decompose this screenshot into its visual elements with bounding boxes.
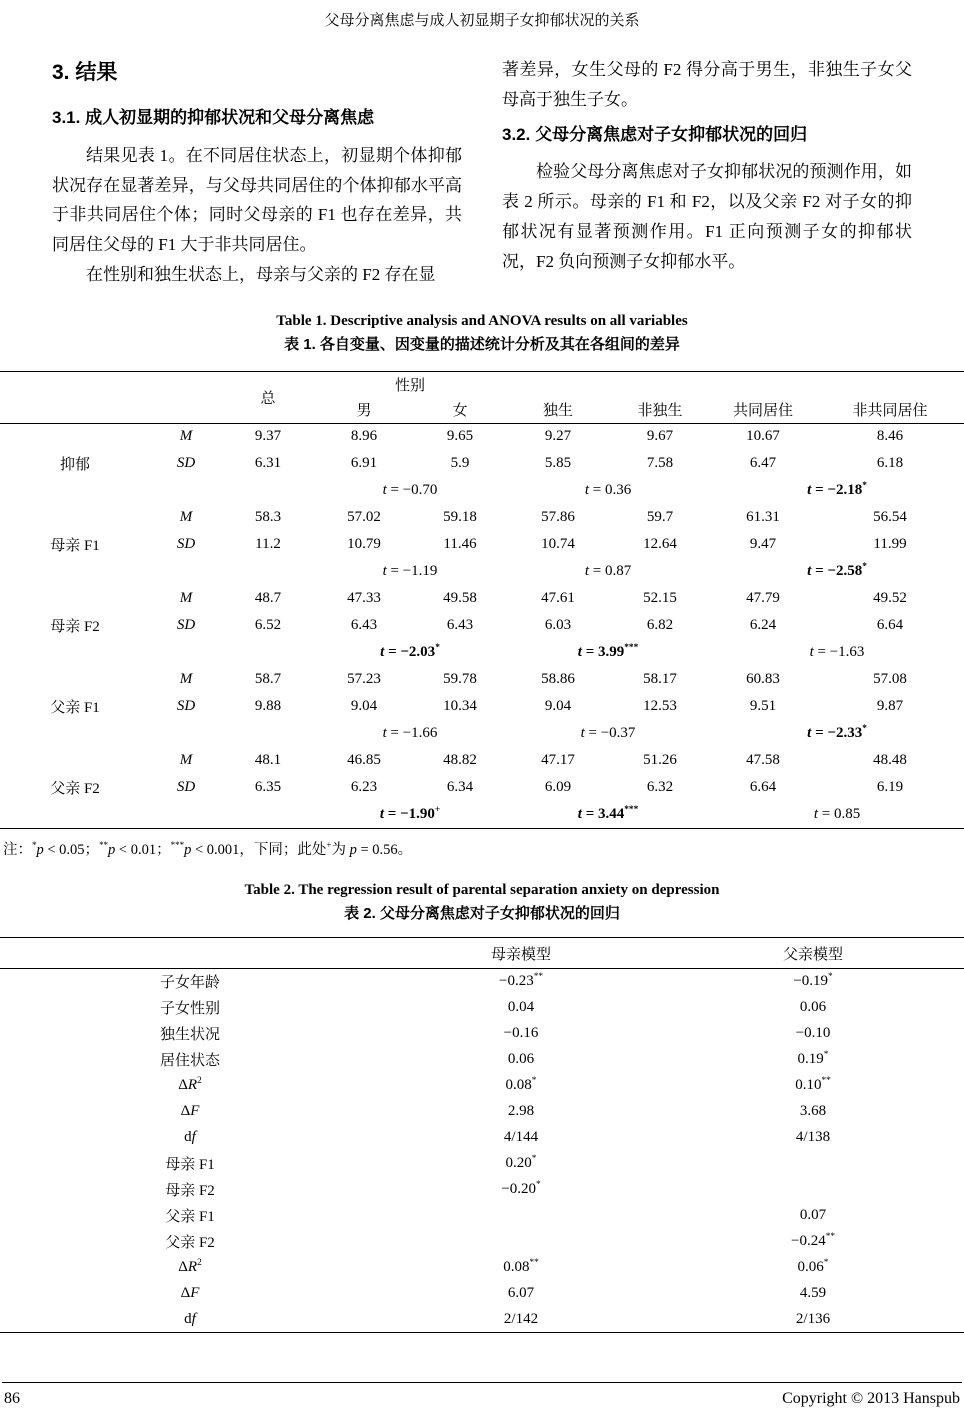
significance-mark: *: [435, 643, 440, 654]
mean-value: 8.96: [314, 423, 414, 450]
t-symbol: t: [577, 644, 582, 661]
paragraph-regression: 检验父母分离焦虑对子女抑郁状况的预测作用，如表 2 所示。母亲的 F1 和 F2，以及父亲 F2 对子女的抑郁状况有显著预测作用。F1 正向预测子女的抑郁状况，F2 负向预测子女抑郁水平。: [502, 162, 912, 272]
label-part: 独生状况: [159, 1027, 220, 1044]
column-header-non-only-child: 非独生: [637, 402, 683, 419]
mean-value: 58.3: [254, 509, 282, 526]
predictor-label: [0, 1229, 380, 1255]
t-statistic: t = −2.03*: [380, 643, 440, 661]
page-number: 86: [4, 1390, 20, 1407]
sd-value: 9.04: [544, 698, 572, 715]
mean-value: 58.17: [643, 671, 677, 688]
significance-mark: *: [862, 562, 867, 573]
t-statistic: t = 3.44***: [577, 804, 639, 822]
t-symbol: t: [584, 482, 589, 499]
table2-caption-zh: 表 2. 父母分离焦虑对子女抑郁状况的回归: [344, 904, 620, 922]
significance-mark: +: [434, 804, 441, 815]
body-text: [0, 30, 964, 290]
mean-value: 59.7: [646, 509, 674, 526]
stat-label-mean: M: [179, 752, 193, 769]
label-part: Δ: [180, 1285, 191, 1302]
significance-mark: *: [531, 1154, 537, 1165]
t-statistic: t = −2.18*: [807, 481, 867, 499]
empty-cell: [150, 558, 222, 585]
mean-value: 10.67: [710, 423, 816, 450]
mean-value: 58.7: [254, 671, 282, 688]
mother-model-value: 0.06: [507, 1051, 535, 1068]
table2-header: [0, 938, 964, 969]
sd-value: 10.74: [541, 536, 575, 553]
mean-value: 57.02: [347, 509, 381, 526]
father-model-value: 4.59: [799, 1285, 827, 1302]
label-part: 母亲 F2: [165, 1183, 215, 1200]
predictor-label: [0, 1125, 380, 1151]
sd-value: 6.03: [544, 617, 572, 634]
father-model-value: −0.10: [795, 1025, 831, 1042]
stat-label-sd: SD: [176, 698, 196, 715]
label-part: R: [187, 1259, 198, 1276]
sd-value: 6.47: [749, 455, 777, 472]
mean-value: 61.31: [746, 509, 780, 526]
sd-value: 11.46: [443, 536, 477, 553]
table1-descriptive-anova: [0, 371, 964, 829]
label-part: 父亲 F1: [165, 1209, 215, 1226]
stat-label-sd: SD: [176, 455, 196, 472]
t-statistic: t = −2.33*: [807, 724, 867, 742]
label-part: F: [190, 1285, 200, 1302]
mean-value: 48.82: [443, 752, 477, 769]
t-statistic: t = −0.70: [382, 482, 438, 499]
significance-mark: **: [821, 1076, 831, 1087]
mother-model-value: [380, 1203, 662, 1229]
empty-cell: [150, 477, 222, 504]
sd-value: 6.43: [350, 617, 378, 634]
column-header-only-child: 独生: [543, 402, 574, 419]
predictor-label: [0, 1177, 380, 1203]
table1-row-mean: [0, 423, 964, 450]
sd-value: 11.99: [873, 536, 907, 553]
father-model-value: −0.24**: [790, 1232, 835, 1250]
stat-label-mean: M: [179, 671, 193, 688]
mean-value: 9.37: [222, 423, 314, 450]
mean-value: 57.08: [873, 671, 907, 688]
mother-model-value: 0.08*: [505, 1076, 537, 1094]
t-statistic: t = −1.90+: [379, 804, 441, 822]
stat-label-mean: M: [179, 590, 193, 607]
empty-cell: [222, 720, 314, 747]
father-model-value: 0.06: [799, 999, 827, 1016]
father-model-value: −0.19*: [662, 969, 964, 995]
stat-label-mean: M: [150, 423, 222, 450]
label-part: 2: [197, 1076, 202, 1087]
predictor-label: [0, 1073, 380, 1099]
empty-cell: [150, 720, 222, 747]
predictor-label: [0, 1099, 380, 1125]
significance-mark: ***: [624, 643, 639, 654]
table1-row-mean: [0, 504, 964, 531]
sd-value: 7.58: [646, 455, 674, 472]
empty-cell: [222, 558, 314, 585]
significance-mark: *: [862, 724, 867, 735]
label-part: f: [191, 1310, 196, 1327]
t-statistic: t = −0.37: [580, 725, 636, 742]
label-part: 居住状态: [159, 1053, 220, 1070]
running-head: 父母分离焦虑与成人初显期子女抑郁状况的关系: [324, 13, 640, 29]
note-text: 注：: [3, 841, 32, 858]
t-symbol: t: [807, 482, 812, 499]
mean-value: 47.33: [347, 590, 381, 607]
copyright: Copyright © 2013 Hanspub: [782, 1390, 960, 1407]
significance-mark: **: [99, 839, 109, 850]
section-3-2-heading: 3.2. 父母分离焦虑对子女抑郁状况的回归: [502, 124, 808, 144]
sd-value: 9.87: [876, 698, 904, 715]
note-text: < 0.01；: [115, 841, 171, 858]
table2-header-row: [0, 938, 964, 969]
note-text: < 0.05；: [43, 841, 100, 858]
paragraph-results-2: 在性别和独生状态上，母亲与父亲的 F2 存在显: [86, 265, 436, 285]
table2-row: [0, 969, 964, 995]
column-header-gender: 性别: [395, 378, 426, 395]
sd-value: 6.52: [254, 617, 282, 634]
mean-value: 51.26: [643, 752, 677, 769]
significance-mark: ***: [170, 839, 185, 850]
label-part: Δ: [178, 1077, 188, 1094]
label-part: F: [190, 1103, 200, 1120]
sd-value: 6.24: [749, 617, 777, 634]
paragraph-results-2-continued: 著差异，女生父母的 F2 得分高于男生，非独生子女父母高于独生子女。: [502, 60, 912, 109]
variable-label: 抑郁: [0, 423, 150, 504]
page-footer: [2, 1382, 962, 1408]
label-part: R: [187, 1077, 198, 1094]
sd-value: 6.18: [876, 455, 904, 472]
mean-value: 57.23: [347, 671, 381, 688]
mean-value: 57.86: [541, 509, 575, 526]
table2-row: [0, 1255, 964, 1281]
sd-value: 6.91: [350, 455, 378, 472]
t-statistic: t = 0.87: [584, 563, 632, 580]
sd-value: 10.79: [347, 536, 381, 553]
significance-mark: **: [533, 972, 543, 983]
sd-value: 9.88: [254, 698, 282, 715]
note-text: p: [108, 841, 116, 858]
table1-row-mean: [0, 666, 964, 693]
left-column: [52, 55, 462, 290]
mother-model-value: −0.23**: [380, 969, 662, 995]
table2-row: [0, 1281, 964, 1307]
label-part: 子女年龄: [159, 975, 220, 992]
significance-mark: *: [536, 1180, 541, 1191]
table1-header: [0, 371, 964, 423]
sd-value: 12.53: [643, 698, 677, 715]
mean-value: 58.86: [541, 671, 575, 688]
header-spacer: [0, 371, 150, 423]
t-statistic: t = −1.66: [382, 725, 438, 742]
sd-value: 6.35: [254, 779, 282, 796]
table2-row: [0, 1177, 964, 1203]
mean-value: 47.79: [746, 590, 780, 607]
sd-value: 6.34: [446, 779, 474, 796]
table2-caption: [0, 879, 964, 926]
mother-model-value: 0.20*: [505, 1154, 537, 1172]
table2-row: [0, 1307, 964, 1333]
header-spacer: [150, 371, 222, 423]
mean-value: 49.52: [873, 590, 907, 607]
empty-cell: [150, 639, 222, 666]
mean-value: 49.58: [443, 590, 477, 607]
note-text: p: [36, 841, 44, 858]
stat-label-sd: SD: [176, 779, 196, 796]
t-statistic: t = −1.63: [809, 644, 865, 661]
sd-value: 6.19: [876, 779, 904, 796]
mean-value: 46.85: [347, 752, 381, 769]
header-spacer: [0, 938, 380, 969]
section-3-1-heading: 3.1. 成人初显期的抑郁状况和父母分离焦虑: [52, 107, 375, 127]
t-symbol: t: [379, 805, 384, 822]
mean-value: 48.1: [254, 752, 282, 769]
empty-cell: [222, 801, 314, 828]
mother-model-value: 2.98: [507, 1103, 535, 1120]
mother-model-value: [380, 1229, 662, 1255]
father-model-value: 0.10**: [795, 1076, 831, 1094]
predictor-label: [0, 995, 380, 1021]
t-symbol: t: [580, 725, 585, 742]
significance-mark: *: [32, 839, 37, 850]
table2-row: [0, 1073, 964, 1099]
father-model-value: 0.07: [799, 1207, 827, 1224]
mean-value: 59.18: [443, 509, 477, 526]
column-header-non-cohabiting: 非共同居住: [852, 402, 928, 419]
t-symbol: t: [382, 725, 387, 742]
variable-label: 父亲 F2: [50, 780, 100, 797]
column-header-male: 男: [356, 402, 372, 419]
mean-value: 52.15: [643, 590, 677, 607]
label-part: 母亲 F1: [165, 1157, 215, 1174]
father-model-value: 0.06*: [797, 1258, 829, 1276]
predictor-label: [0, 1203, 380, 1229]
label-part: d: [184, 1310, 192, 1327]
column-header-father-model: 父亲模型: [782, 946, 843, 963]
mean-value: 48.48: [873, 752, 907, 769]
predictor-label: [0, 1281, 380, 1307]
note-text: p: [184, 841, 192, 858]
significance-mark: **: [825, 1232, 835, 1243]
significance-mark: *: [531, 1076, 537, 1087]
significance-mark: *: [823, 1050, 829, 1061]
mean-value: 56.54: [873, 509, 907, 526]
mean-value: 59.78: [443, 671, 477, 688]
father-model-value: [662, 1177, 964, 1203]
predictor-label: [0, 1047, 380, 1073]
note-text: p: [349, 841, 357, 858]
father-model-value: [662, 1151, 964, 1177]
label-part: 2: [197, 1258, 202, 1269]
note-text: < 0.001，下同；此处: [191, 841, 327, 858]
table2-row: [0, 1047, 964, 1073]
t-symbol: t: [813, 805, 818, 822]
stat-label-mean: M: [179, 509, 193, 526]
mean-value: 9.65: [414, 423, 506, 450]
empty-cell: [222, 639, 314, 666]
significance-mark: *: [823, 1258, 829, 1269]
table1-caption: [0, 310, 964, 357]
column-header-total: 总: [260, 390, 276, 407]
father-model-value: 0.19*: [797, 1050, 829, 1068]
stat-label-sd: SD: [176, 536, 196, 553]
table1-row-mean: [0, 747, 964, 774]
mother-model-value: 2/142: [503, 1310, 539, 1327]
table2-row: [0, 1203, 964, 1229]
t-symbol: t: [382, 482, 387, 499]
significance-mark: *: [828, 972, 833, 983]
mean-value: 48.7: [254, 590, 282, 607]
mother-model-value: 0.08**: [503, 1258, 539, 1276]
t-statistic: t = −2.58*: [807, 562, 867, 580]
table1-body: [0, 423, 964, 828]
sd-value: 9.47: [749, 536, 777, 553]
father-model-value: 4/138: [795, 1129, 831, 1146]
t-statistic: t = 3.99***: [577, 643, 639, 661]
variable-label: 母亲 F2: [50, 619, 100, 636]
label-part: Δ: [180, 1103, 191, 1120]
t-statistic: t = −1.19: [382, 563, 438, 580]
mean-value: 9.27: [506, 423, 610, 450]
predictor-label: [0, 1151, 380, 1177]
table1-row-mean: [0, 585, 964, 612]
column-header-cohabiting: 共同居住: [733, 402, 794, 419]
sd-value: 6.31: [254, 455, 282, 472]
t-symbol: t: [380, 644, 385, 661]
table1-note: [3, 838, 961, 859]
table2-row: [0, 1151, 964, 1177]
stat-label-sd: SD: [176, 617, 196, 634]
t-symbol: t: [382, 563, 387, 580]
mother-model-value: −0.20*: [501, 1180, 541, 1198]
mean-value: 47.61: [541, 590, 575, 607]
variable-label: 母亲 F1: [50, 538, 100, 555]
sd-value: 9.51: [749, 698, 777, 715]
significance-mark: **: [529, 1258, 539, 1269]
table2-regression: [0, 937, 964, 1333]
empty-cell: [222, 477, 314, 504]
label-part: 父亲 F2: [165, 1235, 215, 1252]
sd-value: 6.23: [350, 779, 378, 796]
table2-row: [0, 1099, 964, 1125]
table2-row: [0, 1125, 964, 1151]
label-part: 子女性别: [159, 1001, 220, 1018]
sd-value: 12.64: [643, 536, 677, 553]
sd-value: 6.64: [749, 779, 777, 796]
significance-mark: *: [862, 481, 867, 492]
t-statistic: t = 0.85: [813, 805, 861, 822]
predictor-label: [0, 1021, 380, 1047]
predictor-label: [0, 1307, 380, 1333]
mother-model-value: −0.16: [503, 1025, 539, 1042]
label-part: Δ: [178, 1259, 188, 1276]
column-header-mother-model: 母亲模型: [490, 946, 551, 963]
sd-value: 6.32: [646, 779, 674, 796]
t-statistic: t = 0.36: [584, 482, 632, 499]
mother-model-value: 4/144: [503, 1129, 539, 1146]
table1-caption-en: Table 1. Descriptive analysis and ANOVA results on all variables: [276, 313, 688, 330]
mean-value: 9.67: [610, 423, 710, 450]
column-header-female: 女: [452, 402, 468, 419]
paragraph-results-1: 结果见表 1。在不同居住状态上，初显期个体抑郁状况存在显著差异，与父母共同居住的个体抑郁水平高于非共同居住个体；同时父母亲的 F1 也存在差异，共同居住父母的 F1 大于非共同居住。: [52, 145, 462, 255]
right-column: [502, 55, 912, 290]
sd-value: 6.64: [876, 617, 904, 634]
mother-model-value: 0.04: [507, 999, 535, 1016]
label-part: f: [191, 1129, 196, 1146]
sd-value: 11.2: [255, 536, 281, 553]
t-symbol: t: [584, 563, 589, 580]
significance-mark: +: [326, 839, 332, 850]
empty-cell: [150, 801, 222, 828]
sd-value: 5.85: [544, 455, 572, 472]
t-symbol: t: [807, 563, 812, 580]
sd-value: 9.04: [350, 698, 378, 715]
table2-row: [0, 1021, 964, 1047]
mother-model-value: 6.07: [507, 1285, 535, 1302]
mean-value: 47.58: [746, 752, 780, 769]
table1-header-row-1: [0, 371, 964, 398]
mean-value: 8.46: [816, 423, 964, 450]
mean-value: 47.17: [541, 752, 575, 769]
note-text: = 0.56。: [356, 841, 413, 858]
mean-value: 60.83: [746, 671, 780, 688]
t-symbol: t: [577, 805, 582, 822]
sd-value: 6.82: [646, 617, 674, 634]
table2-row: [0, 995, 964, 1021]
note-text: 为: [331, 841, 350, 858]
table1-caption-zh: 表 1. 各自变量、因变量的描述统计分析及其在各组间的差异: [284, 336, 680, 354]
t-symbol: t: [809, 644, 814, 661]
significance-mark: ***: [624, 804, 639, 815]
predictor-label: [0, 1255, 380, 1281]
father-model-value: 3.68: [799, 1103, 827, 1120]
predictor-label: [0, 969, 380, 995]
t-symbol: t: [807, 725, 812, 742]
label-part: d: [184, 1129, 192, 1146]
sd-value: 6.09: [544, 779, 572, 796]
section-3-heading: 3. 结果: [52, 61, 118, 84]
table2-body: [0, 969, 964, 1333]
sd-value: 6.43: [446, 617, 474, 634]
father-model-value: 2/136: [795, 1310, 831, 1327]
variable-label: 父亲 F1: [50, 700, 100, 717]
table2-caption-en: Table 2. The regression result of parental separation anxiety on depression: [244, 881, 720, 898]
sd-value: 10.34: [443, 698, 477, 715]
table2-row: [0, 1229, 964, 1255]
sd-value: 5.9: [450, 455, 470, 472]
